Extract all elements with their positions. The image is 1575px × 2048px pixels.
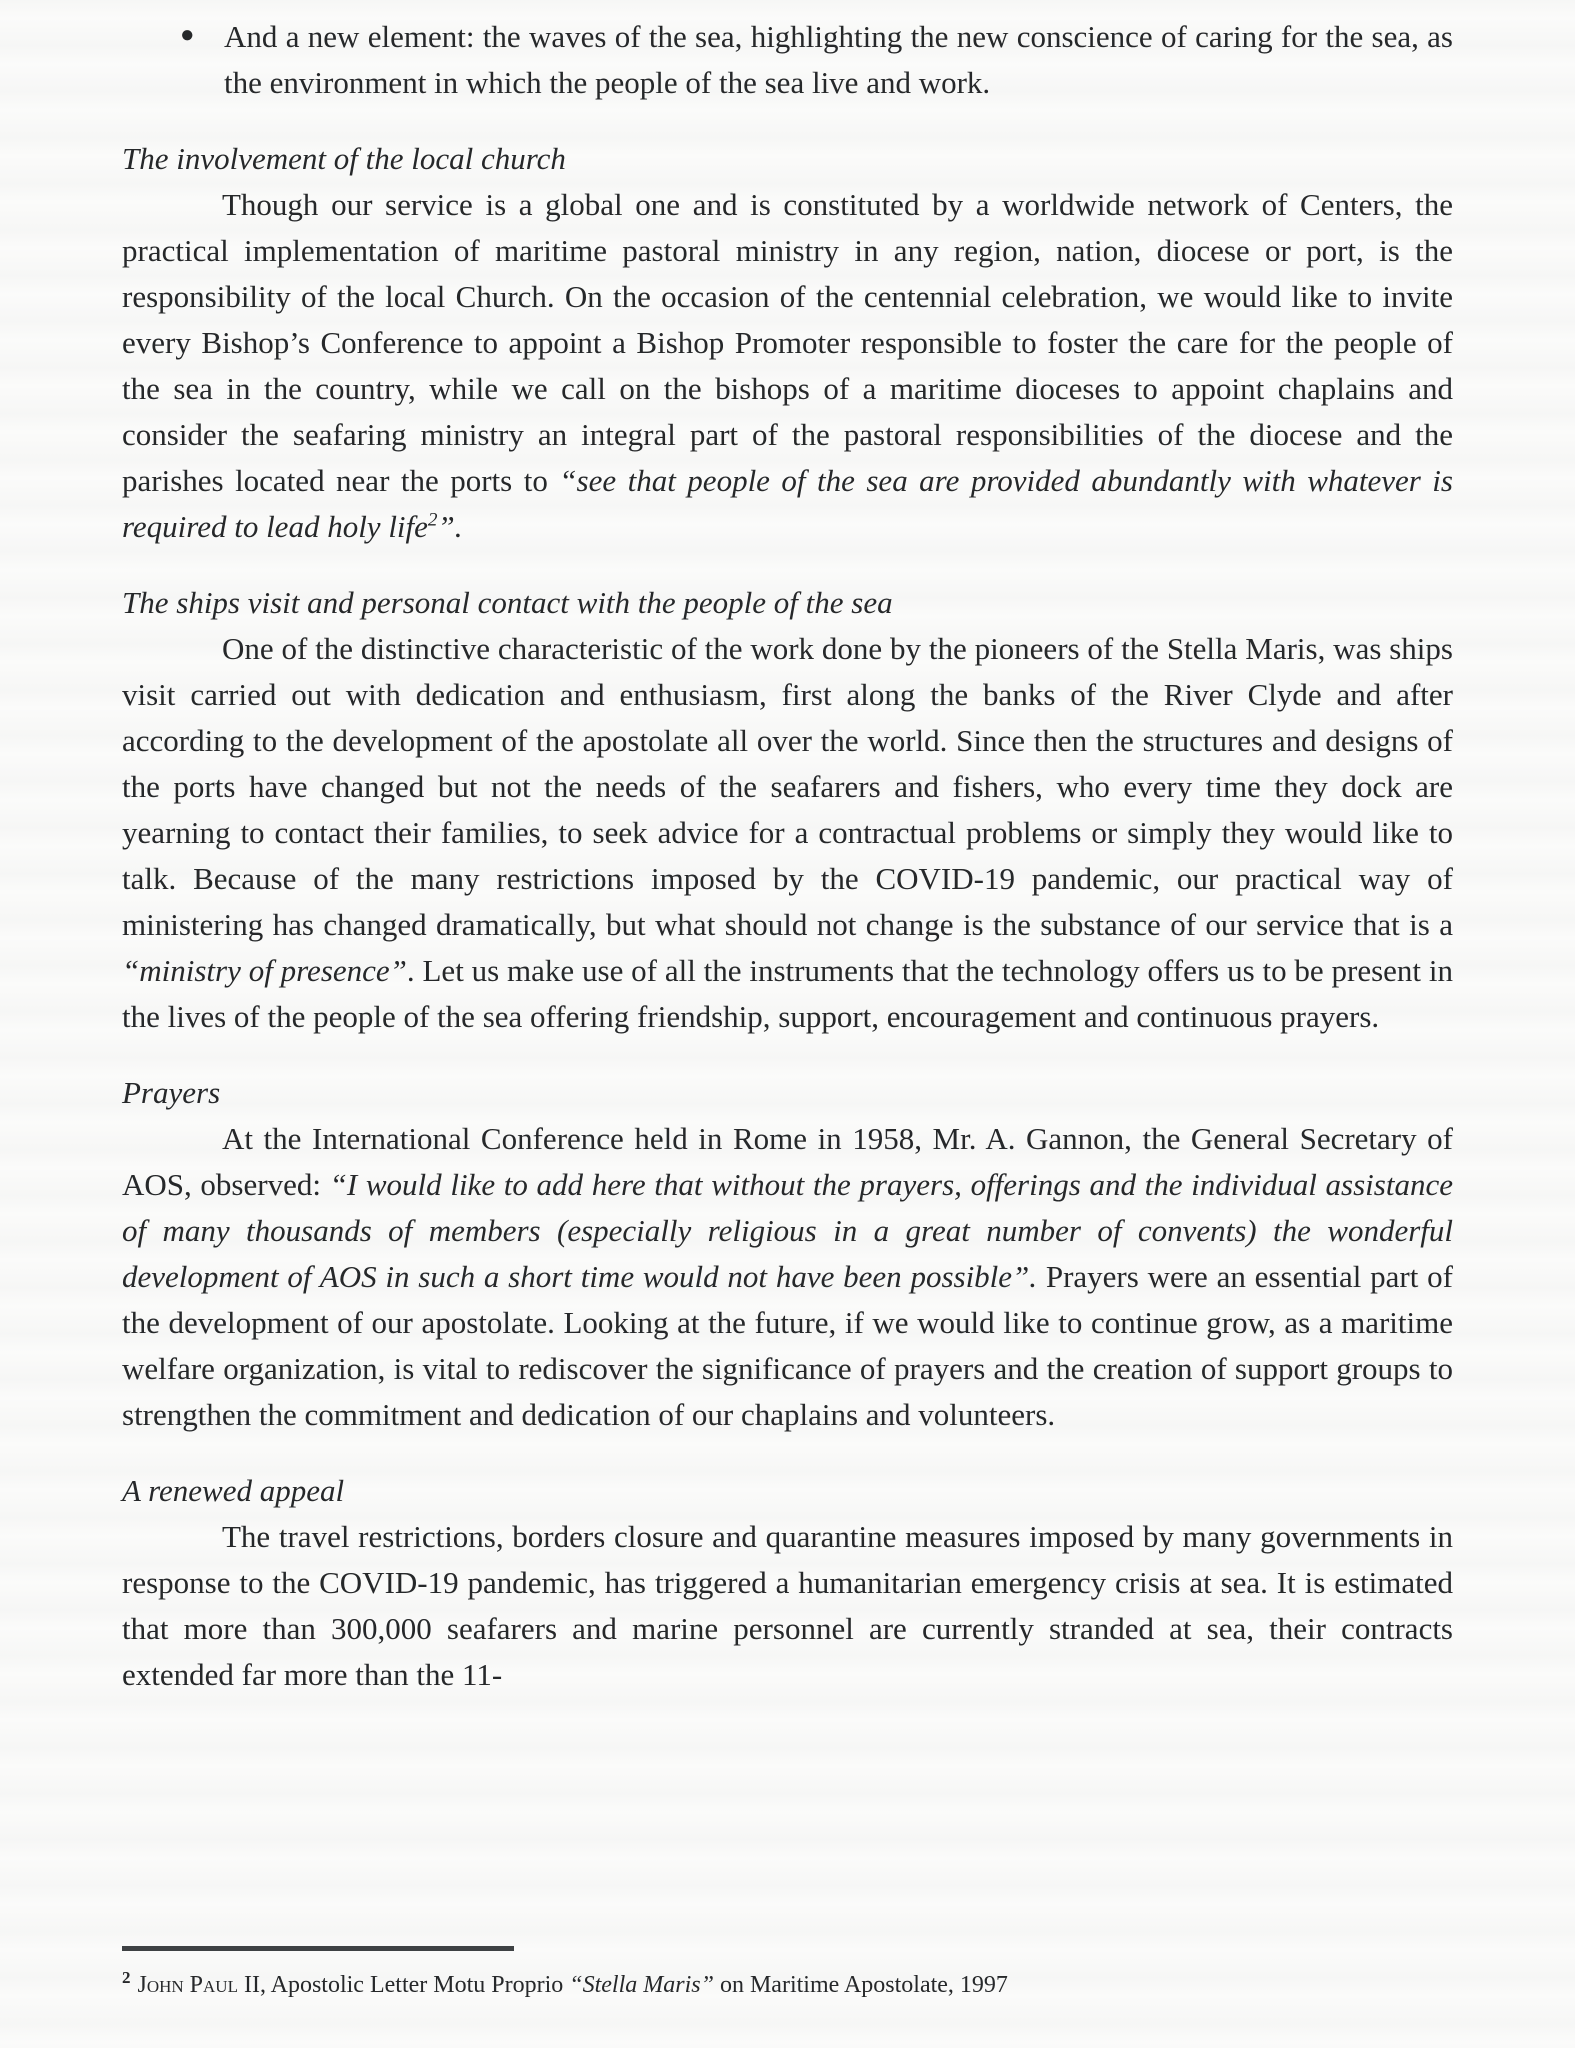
footnote-area xyxy=(122,1946,1453,2001)
paragraph-prayers: At the International Conference held in Rome in 1958, Mr. A. Gannon, the General Secretary of AOS, observed: “I would like to add here that without the prayers, offerings and the individual assistance of many thousands of members (especially religious in a great number of convents) the wonderful development of AOS in such a short time would not have been possible”. Prayers were an essential part of the development of our apostolate. Looking at the future, if we would like to continue grow, as a maritime welfare organization, is vital to rediscover the significance of prayers and the creation of support groups to strengthen the commitment and dedication of our chaplains and volunteers. xyxy=(122,1121,1453,1432)
section-heading-ships-visit: The ships visit and personal contact with the people of the sea xyxy=(122,585,893,620)
paragraph-ships-visit: One of the distinctive characteristic of the work done by the pioneers of the Stella Maris, was ships visit carried out with dedication and enthusiasm, first along the banks of the River Clyde and after according to the development of the apostolate all over the world. Since then the structures and designs of the ports have changed but not the needs of the seafarers and fishers, who every time they dock are yearning to contact their families, to seek advice for a contractual problems or simply they would like to talk. Because of the many restrictions imposed by the COVID-19 pandemic, our practical way of ministering has changed dramatically, but what should not change is the substance of our service that is a “ministry of presence”. Let us make use of all the instruments that the technology offers us to be present in the lives of the people of the sea offering friendship, support, encouragement and continuous prayers. xyxy=(122,631,1453,1034)
bullet-icon: ● xyxy=(180,22,195,48)
bullet-list-item xyxy=(122,14,1453,106)
paragraph-renewed-appeal: The travel restrictions, borders closure and quarantine measures imposed by many governments in response to the COVID-19 pandemic, has triggered a humanitarian emergency crisis at sea. It is estimated that more than 300,000 seafarers and marine personnel are currently stranded at sea, their contracts extended far more than the 11- xyxy=(122,1519,1453,1692)
footnote xyxy=(122,1969,1453,2001)
paragraph-involvement-local-church: Though our service is a global one and is constituted by a worldwide network of Centers, the practical implementation of maritime pastoral ministry in any region, nation, diocese or port, is the responsibility of the local Church. On the occasion of the centennial celebration, we would like to invite every Bishop’s Conference to appoint a Bishop Promoter responsible to foster the care for the people of the sea in the country, while we call on the bishops of a maritime dioceses to appoint chaplains and consider the seafaring ministry an integral part of the pastoral responsibilities of the diocese and the parishes located near the ports to “see that people of the sea are provided abundantly with whatever is required to lead holy life$^2$”. xyxy=(122,187,1453,544)
footnote-marker: 2 xyxy=(122,1968,131,1987)
section-heading-prayers: Prayers xyxy=(122,1075,221,1110)
section-heading-involvement-local-church: The involvement of the local church xyxy=(122,141,566,176)
section-involvement-local-church xyxy=(122,136,1453,550)
section-renewed-appeal xyxy=(122,1468,1453,1698)
footnote-text: John Paul II, Apostolic Letter Motu Proprio “Stella Maris” on Maritime Apostolate, 1997 xyxy=(137,1972,1008,1998)
section-ships-visit xyxy=(122,580,1453,1040)
section-heading-renewed-appeal: A renewed appeal xyxy=(122,1473,345,1508)
footnote-separator xyxy=(122,1946,514,1951)
bullet-item-text: And a new element: the waves of the sea, highlighting the new conscience of caring for the sea, as the environment in which the people of the sea live and work. xyxy=(224,19,1453,100)
section-prayers xyxy=(122,1070,1453,1438)
